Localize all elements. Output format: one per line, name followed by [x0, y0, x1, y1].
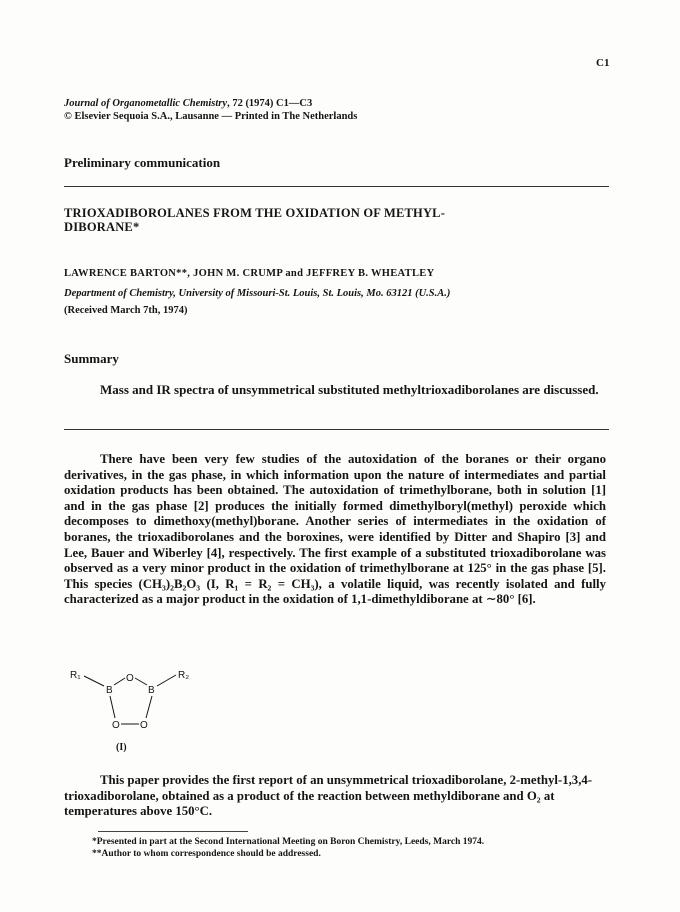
journal-name: Journal of Organometallic Chemistry	[64, 98, 228, 109]
bond-r1-b	[84, 676, 104, 686]
summary-divider	[64, 429, 609, 430]
footnote-1: *Presented in part at the Second International Meeting on Boron Chemistry, Leeds, March 1974.	[92, 837, 485, 847]
body-paragraph-2: This paper provides the first report of an unsymmetrical trioxadiborolane, 2-methyl-1,3,4-trioxadiborolane, obtained as a product of the reaction between methyldiborane and O₂ at temperatures above 150°C.	[64, 773, 593, 819]
structure-r2: R₂	[178, 670, 190, 681]
page-number: C1	[596, 57, 610, 69]
journal-citation	[64, 97, 357, 110]
bond-b-o-lower-right	[146, 696, 152, 718]
structure-oxygen-top: O	[126, 673, 134, 684]
structure-boron-right: B	[148, 685, 155, 696]
structure-oxygen-right: O	[140, 720, 148, 731]
title-line-1: TRIOXADIBOROLANES FROM THE OXIDATION OF METHYL-	[64, 206, 446, 220]
journal-volume: , 72 (1974) C1—C3	[227, 98, 313, 109]
trioxadiborolane-structure	[70, 668, 220, 748]
footnote-divider	[98, 831, 248, 832]
bond-b-r2	[157, 675, 176, 686]
summary-text: Mass and IR spectra of unsymmetrical substituted methyltrioxadiborolanes are discussed.	[100, 382, 599, 397]
bond-b-o-left	[114, 678, 125, 685]
footnote-2: **Author to whom correspondence should be addressed.	[92, 849, 321, 859]
article-title	[64, 206, 584, 234]
author-list: LAWRENCE BARTON**, JOHN M. CRUMP and JEFFREY B. WHEATLEY	[64, 268, 435, 279]
structure-label: (I)	[116, 742, 127, 753]
title-line-2: DIBORANE*	[64, 220, 140, 234]
structure-boron-left: B	[106, 685, 113, 696]
bond-o-b-right	[135, 678, 147, 685]
structure-oxygen-left: O	[112, 720, 120, 731]
footnotes	[92, 836, 484, 860]
publisher-line: © Elsevier Sequoia S.A., Lausanne — Printed in The Netherlands	[64, 111, 358, 122]
summary-heading: Summary	[64, 351, 119, 366]
bond-b-o-lower-left	[110, 696, 115, 718]
affiliation: Department of Chemistry, University of Missouri-St. Louis, St. Louis, Mo. 63121 (U.S.A.)	[64, 288, 451, 299]
received-date: (Received March 7th, 1974)	[64, 305, 188, 316]
body-paragraph-1: There have been very few studies of the autoxidation of the boranes or their organo derivatives, in the gas phase, in which information upon the nature of intermediates and partial oxidation products has been obtained. The autoxidation of trimethylborane, both in solution [1] and in the gas phase [2] produces the initially formed dimethylboryl(methyl) peroxide which decomposes to dimethoxy(methyl)borane. Another series of intermediates in the oxidation of boranes, the trioxadiborolanes and the boroxines, were identified by Ditter and Shapiro [3] and Lee, Bauer and Wiberley [4], respectively. The first example of a substituted trioxadiborolane was observed as a very minor product in the oxidation of trimethylborane at 125° in the gas phase [5]. This species (CH₃)₂B₂O₃ (I, R₁ = R₂ = CH₃), a volatile liquid, was recently isolated and fully characterized as a major product in the oxidation of 1,1-dimethyldiborane at ∼80° [6].	[64, 452, 606, 607]
journal-header	[64, 97, 357, 123]
section-heading: Preliminary communication	[64, 155, 221, 170]
structure-r1: R₁	[70, 670, 81, 681]
top-divider	[64, 186, 609, 187]
